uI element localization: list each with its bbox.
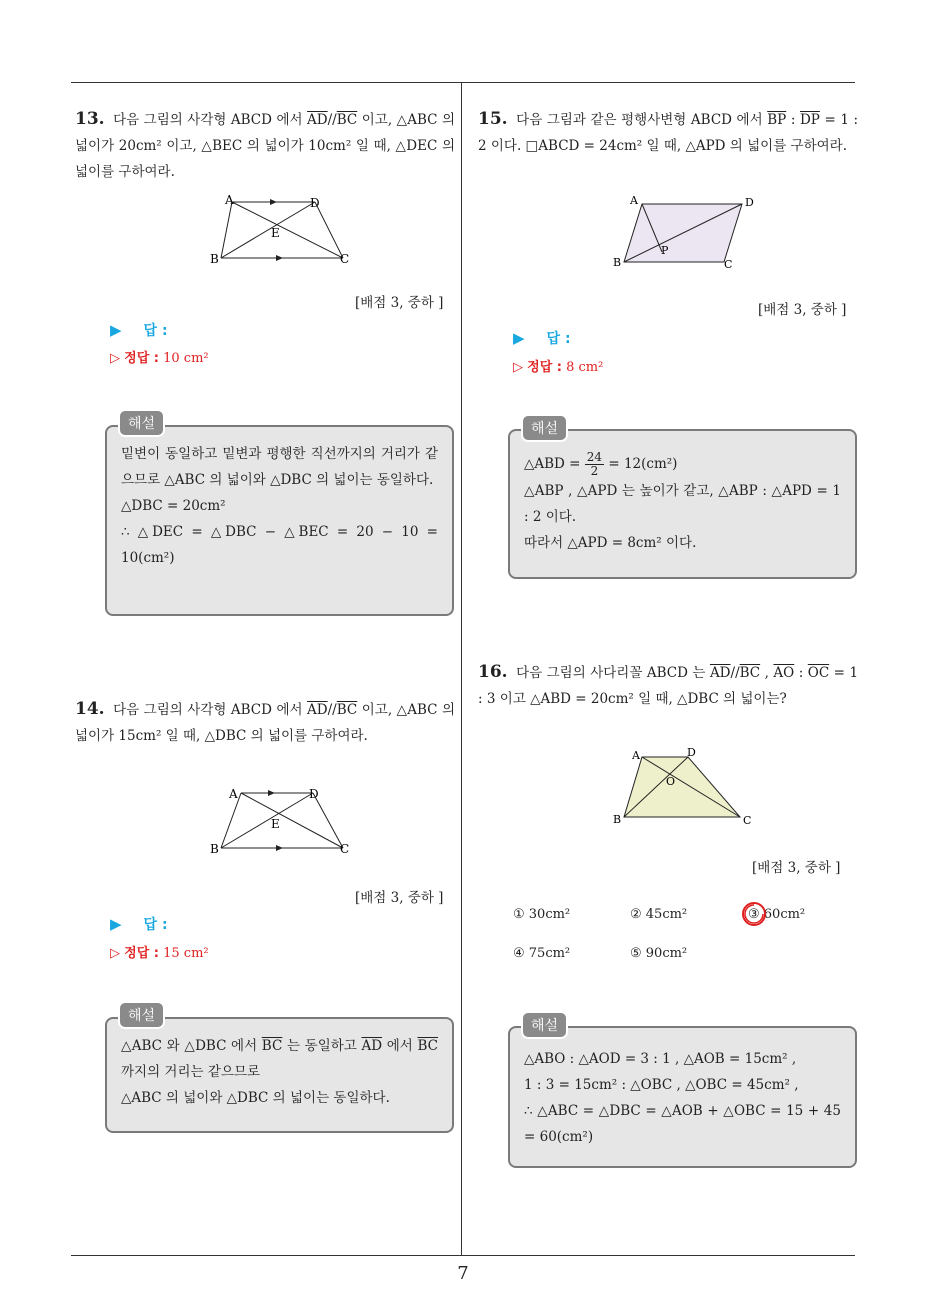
choice-2[interactable]: ② 45cm² [630, 907, 688, 922]
q15-label-d: D [745, 196, 754, 209]
play-icon: ▶ [513, 329, 525, 347]
page-number: 7 [457, 1263, 469, 1284]
q16-figure [610, 745, 760, 830]
q15-fraction: $\frac{24}{2}$ [586, 450, 603, 478]
q14-label-d: D [309, 787, 319, 801]
q14-figure [205, 780, 365, 860]
q13-explanation-tag: 해설 [118, 409, 165, 437]
selected-answer-circle-icon [740, 899, 770, 929]
choice-3[interactable]: ③ 60cm² [748, 907, 806, 922]
q13-label-e: E [271, 226, 280, 240]
q16-label-d: D [687, 746, 696, 759]
q13-figure [205, 190, 365, 270]
q15-figure [610, 192, 770, 274]
q13-label-b: B [210, 252, 219, 266]
q16-label-a: A [632, 749, 640, 762]
q16-label-b: B [613, 813, 622, 826]
q15-answer-line: ▶ 답 : [513, 329, 571, 347]
q16-label-c: C [743, 814, 752, 827]
q13-label-c: C [340, 252, 350, 266]
q16-explanation-box: △ABO : △AOD = 3 : 1 , △AOB = 15cm² , 1 : 3 = 15cm² : △OBC , △OBC = 45cm² , ∴ △ABC = △DBC = △AOB + △OBC = 15 + 45 = 60(cm²) [508, 1026, 857, 1168]
choice-4[interactable]: ④ 75cm² [513, 946, 571, 961]
q15-label-a: A [630, 194, 638, 207]
q15-label-b: B [613, 256, 622, 269]
play-icon: ▶ [110, 321, 122, 339]
q15-correct-answer: ▷ 정답 : 8 cm² [513, 360, 604, 375]
q14-label-a: A [229, 787, 238, 801]
q15-label-c: C [724, 258, 733, 271]
q14-label-c: C [340, 842, 350, 856]
q13-score: [배점 3, 중하 ] [355, 295, 444, 311]
outline-triangle-icon: ▷ [513, 360, 523, 375]
q15-text: 15. 다음 그림과 같은 평행사변형 ABCD 에서 $\overline{BP}$ : $\overline{DP} = 1$ : 2 이다. □ABCD = 24cm² 일 때, △APD 의 넓이를 구하여라. [478, 109, 859, 154]
q13-correct-answer: ▷ 정답 : 10 cm² [110, 351, 209, 366]
choice-1[interactable]: ① 30cm² [513, 907, 571, 922]
q14-correct-answer: ▷ 정답 : 15 cm² [110, 946, 209, 961]
outline-triangle-icon: ▷ [110, 351, 120, 366]
q14-score: [배점 3, 중하 ] [355, 890, 444, 906]
q16-text: 16. 다음 그림의 사다리꼴 ABCD 는 $\overline{AD}//\overline{BC}$ , $\overline{AO}$ : $\overline{OC} = 1$ : 3 이고 △ABD = 20cm² 일 때, △DBC 의 넓이는? [478, 662, 859, 707]
q13-label-d: D [310, 196, 320, 210]
q15-label-p: P [661, 244, 669, 257]
q14-label-e: E [271, 817, 280, 831]
q16-label-o: O [666, 775, 676, 788]
q16-explanation-tag: 해설 [521, 1011, 568, 1039]
q15-score: [배점 3, 중하 ] [758, 302, 847, 318]
play-icon: ▶ [110, 915, 122, 933]
q14-answer-line: ▶ 답 : [110, 915, 168, 933]
q13-explanation-box: 밑변이 동일하고 밑변과 평행한 직선까지의 거리가 같으므로 △ABC 의 넓이와 △DBC 의 넓이는 동일하다. △DBC = 20cm² ∴ △DEC = △DBC − △BEC = 20 − 10 = 10(cm²) [105, 425, 454, 616]
q13-label-a: A [225, 193, 234, 207]
q15-explanation-tag: 해설 [521, 414, 568, 442]
q15-explanation-box: △ABD = $\frac{24}{2}$ = 12(cm²) △ABP , △APD 는 높이가 같고, △ABP : △APD = 1 : 2 이다. 따라서 △APD = 8cm² 이다. [508, 429, 857, 579]
q13-answer-line: ▶ 답 : [110, 321, 168, 339]
q16-trapezoid [624, 757, 740, 817]
q13-text: 13. 다음 그림의 사각형 ABCD 에서 $\overline{AD}//\overline{BC}$ 이고, △ABC 의 넓이가 20cm² 이고, △BEC 의 넓이가 10cm² 일 때, △DEC 의 넓이를 구하여라. [75, 109, 455, 180]
top-rule [71, 82, 855, 83]
choice-5[interactable]: ⑤ 90cm² [630, 946, 688, 961]
outline-triangle-icon: ▷ [110, 946, 120, 961]
bottom-rule [71, 1255, 855, 1256]
q14-text: 14. 다음 그림의 사각형 ABCD 에서 $\overline{AD}//\overline{BC}$ 이고, △ABC 의 넓이가 15cm² 일 때, △DBC 의 넓이를 구하여라. [75, 699, 455, 744]
q14-explanation-box: △ABC 와 △DBC 에서 $\overline{BC}$ 는 동일하고 $\overline{AD}$ 에서 $\overline{BC}$ 까지의 거리는 같으므로 △ABC 의 넓이와 △DBC 의 넓이는 동일하다. [105, 1017, 454, 1133]
q14-explanation-tag: 해설 [118, 1001, 165, 1029]
column-divider [461, 82, 462, 1256]
q16-score: [배점 3, 중하 ] [752, 860, 841, 876]
q14-label-b: B [210, 842, 219, 856]
